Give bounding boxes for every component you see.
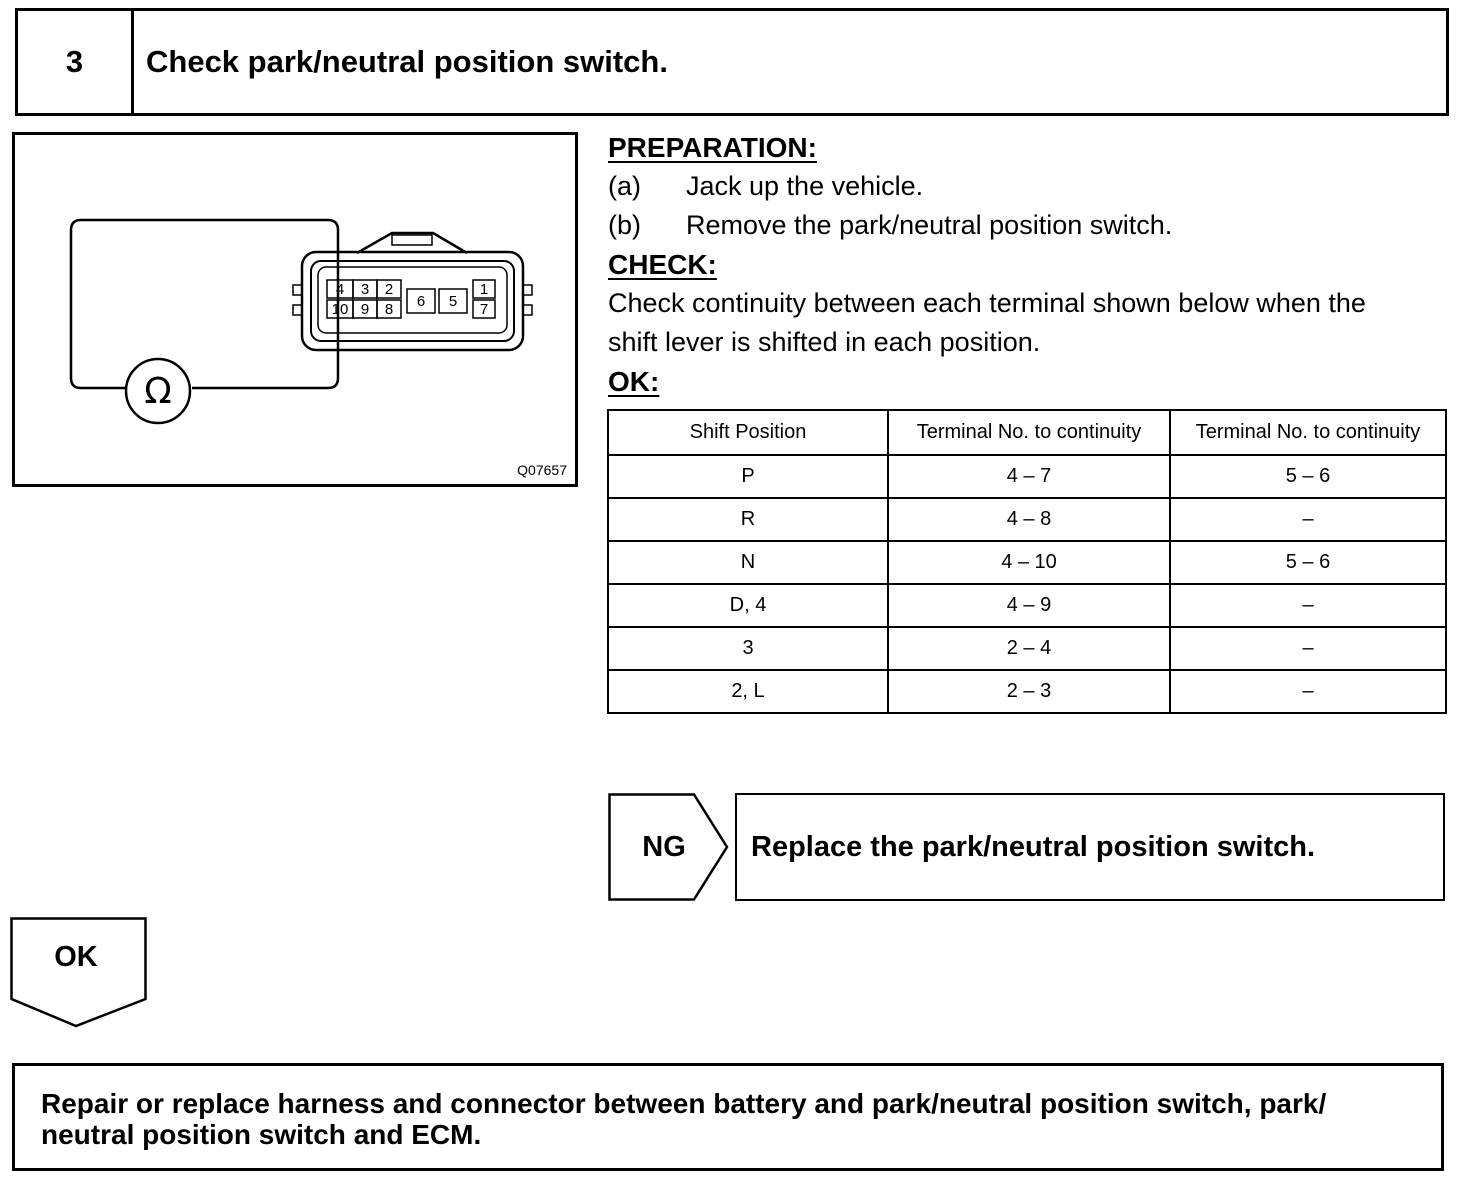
table-row xyxy=(608,627,1446,670)
table-cell: – xyxy=(1170,670,1446,713)
table-cell: 2, L xyxy=(608,670,888,713)
table-cell: 5 – 6 xyxy=(1170,455,1446,498)
column-header: Shift Position xyxy=(608,410,888,455)
table-cell: 4 – 8 xyxy=(888,498,1170,541)
table-cell: 2 – 3 xyxy=(888,670,1170,713)
step-label: (a) xyxy=(608,171,641,201)
step-text: Jack up the vehicle. xyxy=(686,171,924,201)
terminal-label: 1 xyxy=(479,281,489,298)
table-cell: 4 – 9 xyxy=(888,584,1170,627)
ok-spec-heading: OK: xyxy=(608,366,660,397)
table-header-row xyxy=(608,410,1446,455)
table-cell: 4 – 10 xyxy=(888,541,1170,584)
instructions xyxy=(608,128,1458,401)
table-row xyxy=(608,670,1446,713)
table-row xyxy=(608,455,1446,498)
illustration-code: Q07657 xyxy=(517,462,567,478)
terminal-label: 5 xyxy=(448,293,458,310)
step-text: Remove the park/neutral position switch. xyxy=(686,210,1173,240)
ng-action-box: Replace the park/neutral position switch. xyxy=(735,793,1445,901)
final-action-line: Repair or replace harness and connector between battery and park/neutral position switch, park/ xyxy=(41,1088,1327,1119)
terminal-label: 2 xyxy=(384,281,394,298)
terminal-label: 7 xyxy=(479,301,489,318)
preparation-step xyxy=(608,167,1458,206)
terminal-label: 6 xyxy=(416,293,426,310)
final-action-line: neutral position switch and ECM. xyxy=(41,1119,482,1150)
table-cell: 4 – 7 xyxy=(888,455,1170,498)
table-cell: 5 – 6 xyxy=(1170,541,1446,584)
ohm-symbol: Ω xyxy=(144,371,172,412)
ok-label: OK xyxy=(54,940,98,973)
step-number: 3 xyxy=(18,11,134,113)
table-cell: 3 xyxy=(608,627,888,670)
table-cell: 2 – 4 xyxy=(888,627,1170,670)
table-cell: – xyxy=(1170,498,1446,541)
column-header: Terminal No. to continuity xyxy=(1170,410,1446,455)
terminal-label: 8 xyxy=(384,301,394,318)
table-cell: – xyxy=(1170,627,1446,670)
column-header: Terminal No. to continuity xyxy=(888,410,1170,455)
continuity-table xyxy=(607,409,1447,714)
final-action-box xyxy=(12,1063,1444,1171)
preparation-step xyxy=(608,206,1458,245)
terminal-label: 3 xyxy=(360,281,370,298)
table-cell: – xyxy=(1170,584,1446,627)
table-row xyxy=(608,541,1446,584)
table-row xyxy=(608,584,1446,627)
check-line: shift lever is shifted in each position. xyxy=(608,327,1041,357)
check-line: Check continuity between each terminal shown below when the xyxy=(608,288,1366,318)
step-header xyxy=(15,8,1449,116)
table-cell: R xyxy=(608,498,888,541)
terminal-label: 9 xyxy=(360,301,370,318)
step-title: Check park/neutral position switch. xyxy=(146,44,668,79)
table-cell: N xyxy=(608,541,888,584)
ng-label: NG xyxy=(642,830,686,863)
check-heading: CHECK: xyxy=(608,249,717,280)
terminal-label: 10 xyxy=(331,301,349,318)
step-label: (b) xyxy=(608,210,641,240)
table-cell: P xyxy=(608,455,888,498)
preparation-heading: PREPARATION: xyxy=(608,132,817,163)
terminal-label: 4 xyxy=(335,281,345,298)
table-row xyxy=(608,498,1446,541)
ohmmeter-connector-diagram-icon xyxy=(15,135,575,484)
connector-illustration xyxy=(12,132,578,487)
table-cell: D, 4 xyxy=(608,584,888,627)
